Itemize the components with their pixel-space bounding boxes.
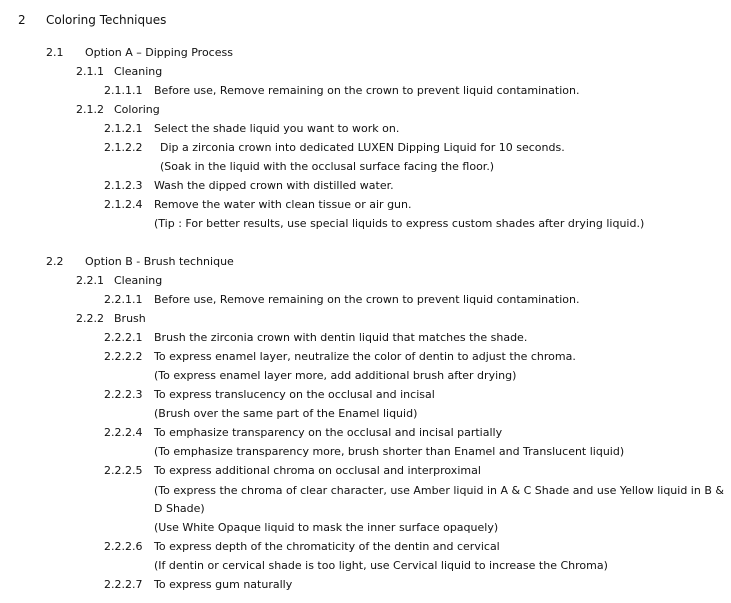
step-number: 2.1.1.1 <box>104 84 143 97</box>
step-text: To express translucency on the occlusal and incisal <box>154 388 435 401</box>
subsection-number: 2.2 <box>46 255 64 268</box>
step-group-number: 2.2.2 <box>76 312 104 325</box>
section-number: 2 <box>18 13 26 27</box>
step-number: 2.1.2.2 <box>104 141 143 154</box>
step-text: Remove the water with clean tissue or air gun. <box>154 198 412 211</box>
step-number: 2.2.2.3 <box>104 388 143 401</box>
step-text: Select the shade liquid you want to work on. <box>154 122 400 135</box>
step-group-title: Cleaning <box>114 274 163 287</box>
step-note: (Tip : For better results, use special liquids to express custom shades after drying liquid.) <box>154 217 645 230</box>
step-note: (Brush over the same part of the Enamel liquid) <box>154 407 418 420</box>
step-number: 2.2.2.7 <box>104 578 143 591</box>
step-note: (If dentin or cervical shade is too light, use Cervical liquid to increase the Chroma) <box>154 559 608 572</box>
step-text: To express additional chroma on occlusal and interproximal <box>154 464 481 477</box>
step-text: Wash the dipped crown with distilled water. <box>154 179 394 192</box>
subsection-title: Option A – Dipping Process <box>85 46 233 59</box>
step-note: (To express the chroma of clear character, use Amber liquid in A & C Shade and use Yellow liquid in B & <box>154 484 724 497</box>
step-number: 2.2.2.4 <box>104 426 143 439</box>
step-text: Before use, Remove remaining on the crown to prevent liquid contamination. <box>154 293 580 306</box>
step-number: 2.1.2.1 <box>104 122 143 135</box>
step-text: To express gum naturally <box>154 578 293 591</box>
step-note: (To emphasize transparency more, brush shorter than Enamel and Translucent liquid) <box>154 445 625 458</box>
step-number: 2.2.2.5 <box>104 464 143 477</box>
step-text: Dip a zirconia crown into dedicated LUXEN Dipping Liquid for 10 seconds. <box>160 141 565 154</box>
step-note: (To express enamel layer more, add additional brush after drying) <box>154 369 517 382</box>
subsection-number: 2.1 <box>46 46 64 59</box>
step-text: Before use, Remove remaining on the crown to prevent liquid contamination. <box>154 84 580 97</box>
section-title: Coloring Techniques <box>46 13 167 27</box>
step-number: 2.2.2.1 <box>104 331 143 344</box>
step-group-title: Cleaning <box>114 65 163 78</box>
step-group-number: 2.1.2 <box>76 103 104 116</box>
step-group-number: 2.1.1 <box>76 65 104 78</box>
step-number: 2.2.2.6 <box>104 540 143 553</box>
step-number: 2.1.2.3 <box>104 179 143 192</box>
step-text: To express enamel layer, neutralize the color of dentin to adjust the chroma. <box>154 350 576 363</box>
step-number: 2.2.2.2 <box>104 350 143 363</box>
step-group-title: Coloring <box>114 103 160 116</box>
step-number: 2.2.1.1 <box>104 293 143 306</box>
step-text: Brush the zirconia crown with dentin liquid that matches the shade. <box>154 331 528 344</box>
subsection-title: Option B - Brush technique <box>85 255 234 268</box>
step-note: (Use White Opaque liquid to mask the inner surface opaquely) <box>154 521 499 534</box>
step-group-title: Brush <box>114 312 146 325</box>
step-number: 2.1.2.4 <box>104 198 143 211</box>
step-text: To emphasize transparency on the occlusal and incisal partially <box>154 426 503 439</box>
step-note: D Shade) <box>154 502 205 515</box>
step-text: To express depth of the chromaticity of the dentin and cervical <box>154 540 500 553</box>
step-group-number: 2.2.1 <box>76 274 104 287</box>
step-note: (Soak in the liquid with the occlusal surface facing the floor.) <box>160 160 495 173</box>
